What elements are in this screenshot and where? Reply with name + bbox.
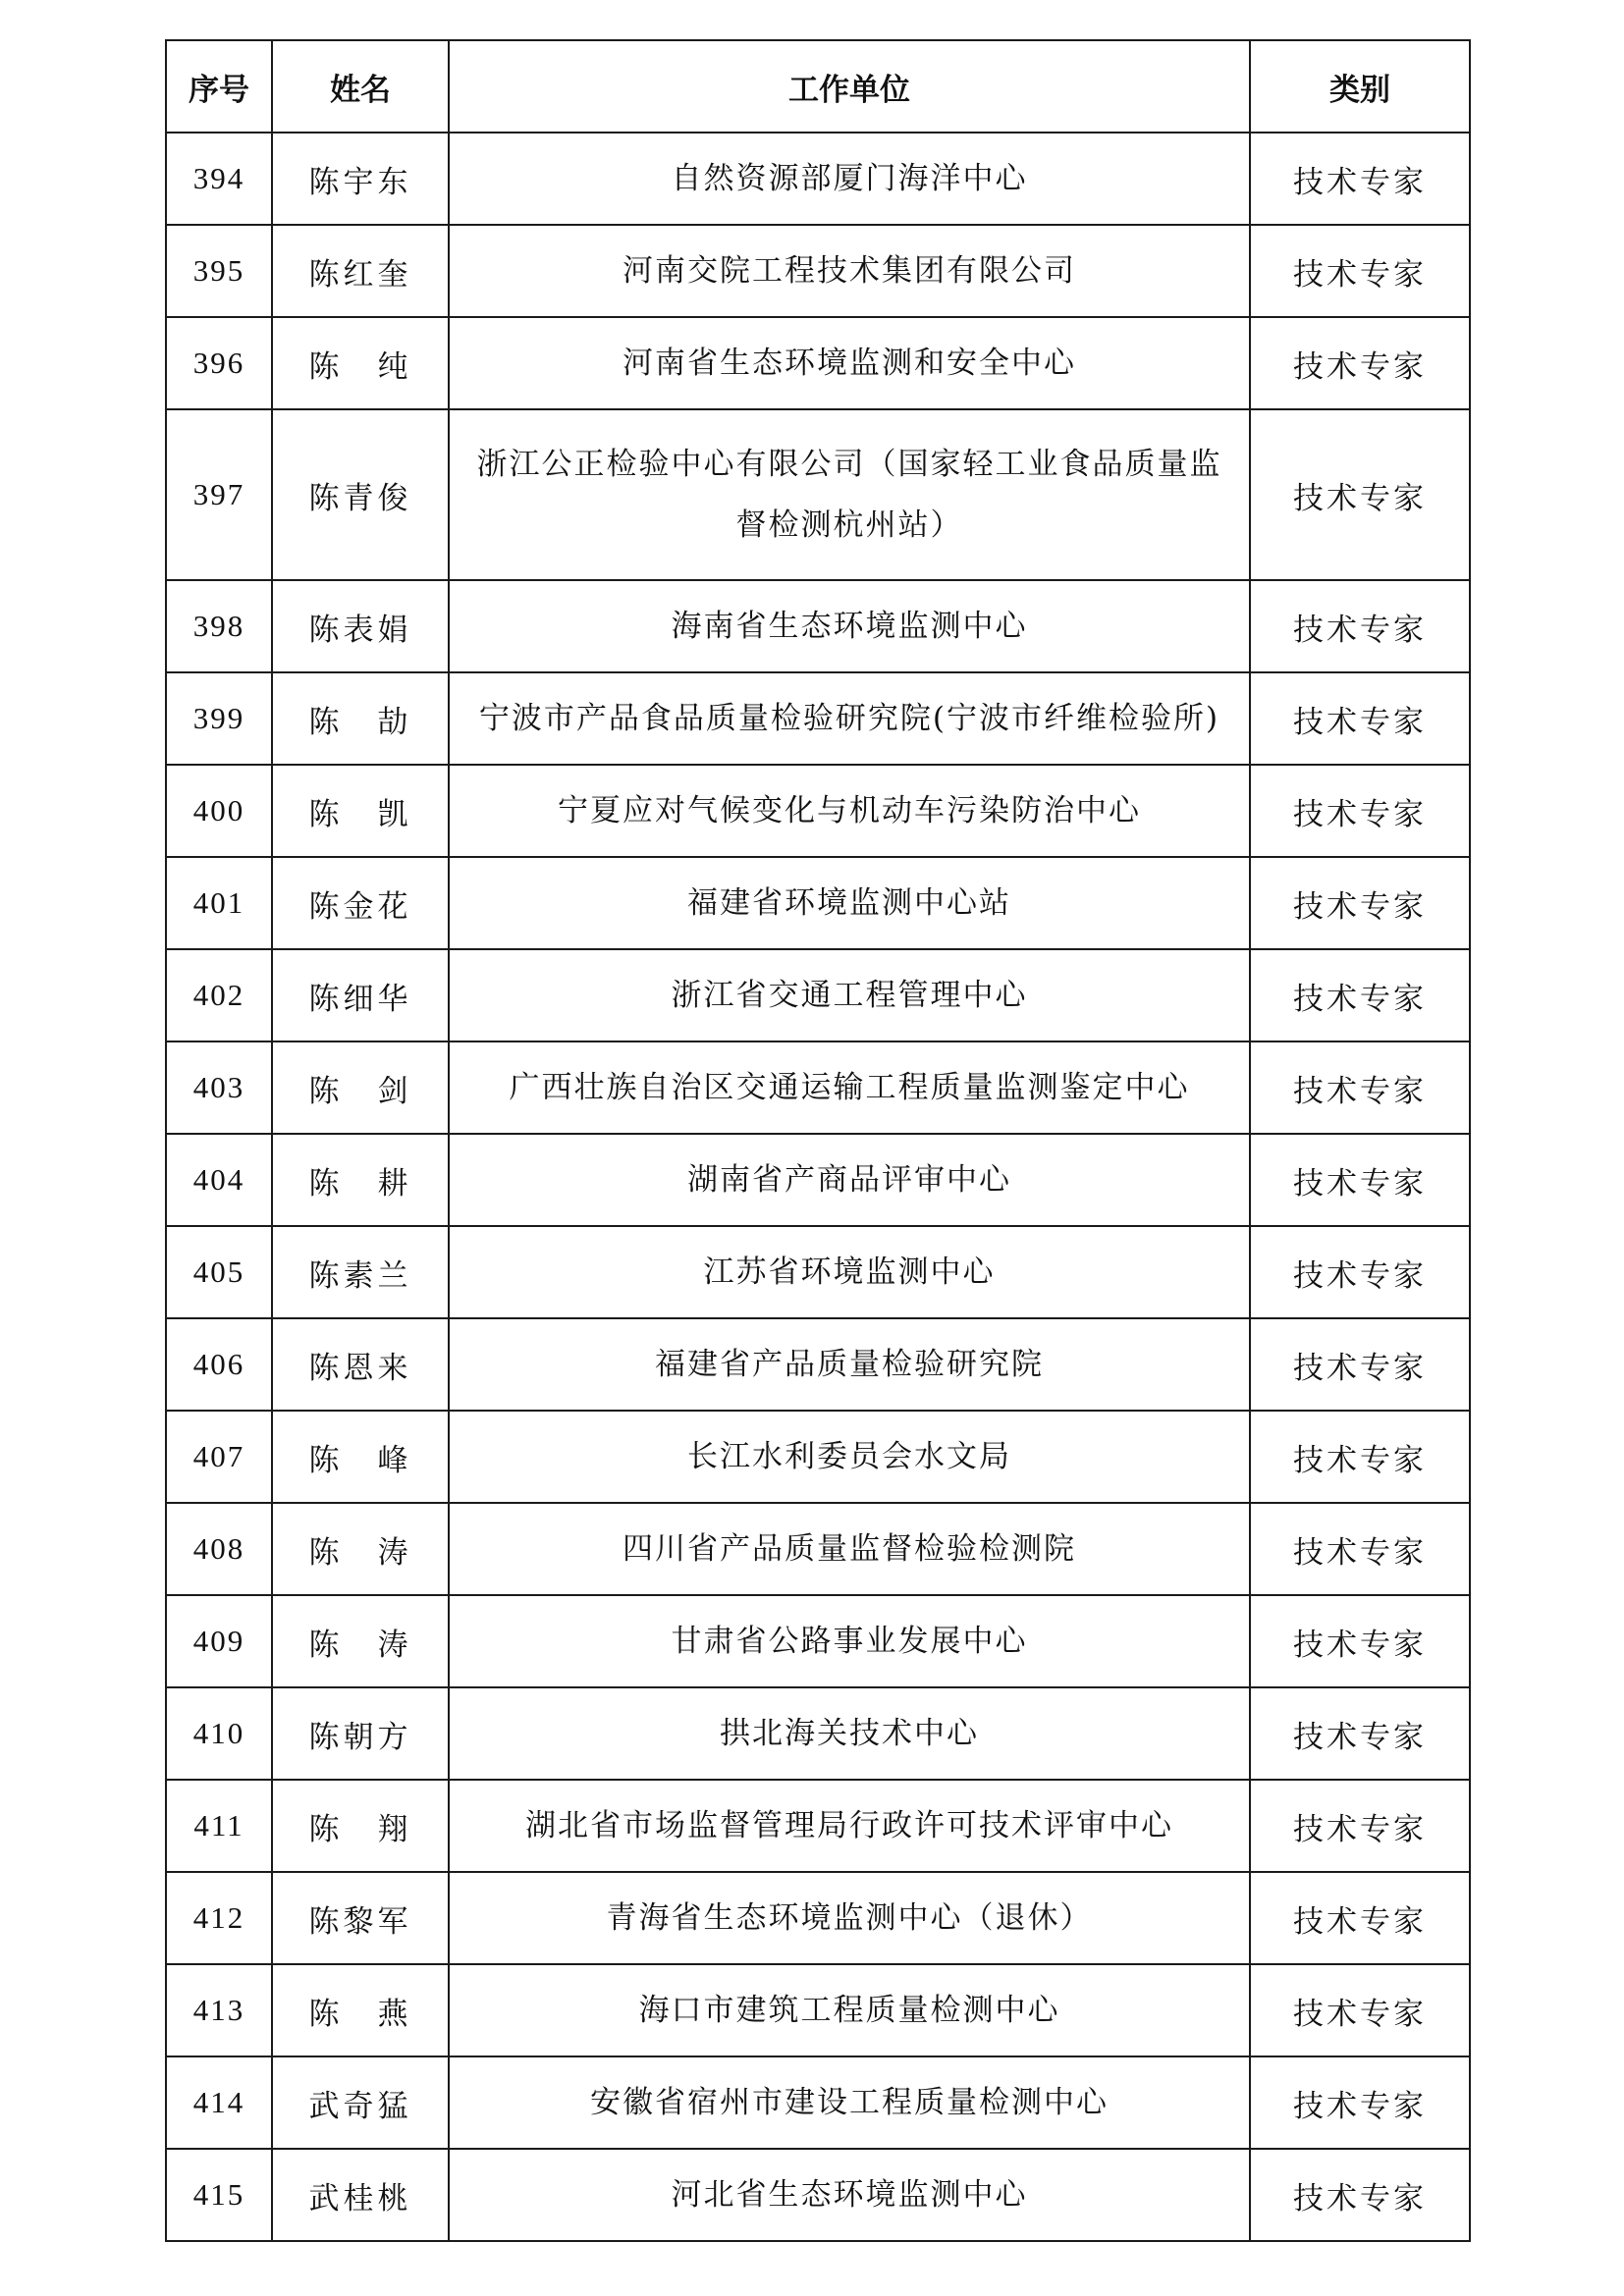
table-row	[166, 765, 1470, 857]
cell-name	[272, 1595, 449, 1687]
table-row	[166, 672, 1470, 765]
table-row	[166, 1780, 1470, 1872]
header-no: 序号	[166, 40, 272, 133]
cell-category	[1250, 1595, 1470, 1687]
cell-no: 397	[166, 409, 272, 580]
cell-org	[449, 580, 1250, 672]
org-text: 浙江省交通工程管理中心	[671, 978, 1028, 1013]
category-text: 技术专家	[1293, 1442, 1427, 1478]
cell-org	[449, 1226, 1250, 1318]
category-text: 技术专家	[1293, 704, 1427, 740]
table-row	[166, 225, 1470, 317]
cell-org	[449, 225, 1250, 317]
cell-category	[1250, 580, 1470, 672]
category-text: 技术专家	[1293, 2180, 1427, 2216]
org-text: 浙江公正检验中心有限公司（国家轻工业食品质量监督检测杭州站）	[476, 447, 1222, 543]
cell-name	[272, 2056, 449, 2149]
cell-name	[272, 1872, 449, 1964]
name-text: 陈表娟	[308, 612, 412, 648]
org-text: 广西壮族自治区交通运输工程质量监测鉴定中心	[509, 1070, 1190, 1105]
cell-category	[1250, 1318, 1470, 1411]
category-text: 技术专家	[1293, 1811, 1427, 1847]
category-text: 技术专家	[1293, 1165, 1427, 1201]
cell-org	[449, 1595, 1250, 1687]
category-text: 技术专家	[1293, 1996, 1427, 2032]
cell-name	[272, 225, 449, 317]
cell-org	[449, 1041, 1250, 1134]
name-text: 陈 剑	[308, 1073, 412, 1109]
org-text: 河南交院工程技术集团有限公司	[623, 253, 1076, 289]
cell-org	[449, 949, 1250, 1041]
table-row	[166, 1503, 1470, 1595]
cell-name	[272, 1780, 449, 1872]
cell-org	[449, 1872, 1250, 1964]
cell-name	[272, 133, 449, 225]
cell-no: 406	[166, 1318, 272, 1411]
category-text: 技术专家	[1293, 1073, 1427, 1109]
name-text: 陈 劼	[308, 704, 412, 740]
table-row	[166, 1041, 1470, 1134]
cell-name	[272, 2149, 449, 2241]
table-row	[166, 1964, 1470, 2056]
name-text: 武桂桃	[308, 2180, 412, 2216]
category-text: 技术专家	[1293, 1719, 1427, 1755]
org-text: 福建省产品质量检验研究院	[655, 1347, 1044, 1382]
table-row	[166, 1318, 1470, 1411]
table-row	[166, 949, 1470, 1041]
cell-category	[1250, 1226, 1470, 1318]
category-text: 技术专家	[1293, 164, 1427, 200]
org-text: 宁夏应对气候变化与机动车污染防治中心	[558, 793, 1141, 828]
cell-name	[272, 317, 449, 409]
cell-no: 410	[166, 1687, 272, 1780]
org-text: 江苏省环境监测中心	[703, 1255, 996, 1290]
name-text: 陈红奎	[308, 256, 412, 293]
name-text: 陈青俊	[308, 480, 412, 516]
cell-org	[449, 1318, 1250, 1411]
cell-category	[1250, 1872, 1470, 1964]
category-text: 技术专家	[1293, 888, 1427, 925]
cell-org	[449, 409, 1250, 580]
org-text: 海口市建筑工程质量检测中心	[638, 1993, 1060, 2028]
name-text: 陈 翔	[308, 1811, 412, 1847]
cell-org	[449, 1411, 1250, 1503]
name-text: 武奇猛	[308, 2088, 412, 2124]
cell-category	[1250, 1687, 1470, 1780]
cell-category	[1250, 1780, 1470, 1872]
cell-no: 403	[166, 1041, 272, 1134]
category-text: 技术专家	[1293, 796, 1427, 832]
cell-no: 394	[166, 133, 272, 225]
category-text: 技术专家	[1293, 348, 1427, 385]
cell-org	[449, 2056, 1250, 2149]
cell-no: 412	[166, 1872, 272, 1964]
cell-no: 414	[166, 2056, 272, 2149]
header-org: 工作单位	[449, 40, 1250, 133]
org-text: 青海省生态环境监测中心（退休）	[606, 1900, 1093, 1936]
cell-name	[272, 1411, 449, 1503]
cell-name	[272, 1041, 449, 1134]
cell-org	[449, 765, 1250, 857]
name-text: 陈 耕	[308, 1165, 412, 1201]
cell-name	[272, 857, 449, 949]
name-text: 陈宇东	[308, 164, 412, 200]
cell-category	[1250, 1964, 1470, 2056]
name-text: 陈黎军	[308, 1903, 412, 1940]
category-text: 技术专家	[1293, 1257, 1427, 1294]
cell-category	[1250, 949, 1470, 1041]
cell-category	[1250, 1411, 1470, 1503]
cell-no: 399	[166, 672, 272, 765]
org-text: 甘肃省公路事业发展中心	[671, 1624, 1028, 1659]
cell-no: 396	[166, 317, 272, 409]
cell-category	[1250, 765, 1470, 857]
cell-name	[272, 1134, 449, 1226]
cell-category	[1250, 672, 1470, 765]
cell-org	[449, 317, 1250, 409]
name-text: 陈 峰	[308, 1442, 412, 1478]
name-text: 陈 凯	[308, 796, 412, 832]
org-text: 湖南省产商品评审中心	[687, 1162, 1011, 1198]
table-body	[166, 133, 1470, 2241]
cell-org	[449, 1964, 1250, 2056]
cell-name	[272, 1226, 449, 1318]
name-text: 陈恩来	[308, 1350, 412, 1386]
cell-no: 407	[166, 1411, 272, 1503]
cell-org	[449, 1780, 1250, 1872]
cell-org	[449, 1134, 1250, 1226]
table-row	[166, 1226, 1470, 1318]
cell-no: 409	[166, 1595, 272, 1687]
cell-org	[449, 2149, 1250, 2241]
name-text: 陈 涛	[308, 1534, 412, 1571]
header-name: 姓名	[272, 40, 449, 133]
cell-category	[1250, 409, 1470, 580]
cell-category	[1250, 2149, 1470, 2241]
cell-name	[272, 409, 449, 580]
table-row	[166, 1872, 1470, 1964]
org-text: 河北省生态环境监测中心	[671, 2177, 1028, 2213]
org-text: 安徽省宿州市建设工程质量检测中心	[590, 2085, 1109, 2120]
cell-no: 402	[166, 949, 272, 1041]
cell-name	[272, 580, 449, 672]
table-row	[166, 580, 1470, 672]
category-text: 技术专家	[1293, 1903, 1427, 1940]
table-header	[166, 40, 1470, 133]
cell-category	[1250, 1134, 1470, 1226]
table-row	[166, 1411, 1470, 1503]
name-text: 陈素兰	[308, 1257, 412, 1294]
org-text: 拱北海关技术中心	[720, 1716, 979, 1751]
category-text: 技术专家	[1293, 981, 1427, 1017]
category-text: 技术专家	[1293, 1350, 1427, 1386]
cell-no: 404	[166, 1134, 272, 1226]
table-row	[166, 857, 1470, 949]
cell-category	[1250, 2056, 1470, 2149]
cell-category	[1250, 1503, 1470, 1595]
name-text: 陈 纯	[308, 348, 412, 385]
cell-name	[272, 672, 449, 765]
cell-no: 405	[166, 1226, 272, 1318]
org-text: 自然资源部厦门海洋中心	[671, 161, 1028, 196]
cell-category	[1250, 857, 1470, 949]
cell-category	[1250, 317, 1470, 409]
table-row	[166, 409, 1470, 580]
name-text: 陈朝方	[308, 1719, 412, 1755]
category-text: 技术专家	[1293, 2088, 1427, 2124]
cell-org	[449, 1687, 1250, 1780]
name-text: 陈金花	[308, 888, 412, 925]
table-row	[166, 1134, 1470, 1226]
org-text: 四川省产品质量监督检验检测院	[623, 1531, 1076, 1567]
table-row	[166, 133, 1470, 225]
cell-no: 398	[166, 580, 272, 672]
cell-name	[272, 949, 449, 1041]
name-text: 陈 涛	[308, 1627, 412, 1663]
cell-name	[272, 1318, 449, 1411]
cell-category	[1250, 1041, 1470, 1134]
org-text: 湖北省市场监督管理局行政许可技术评审中心	[525, 1808, 1173, 1843]
cell-no: 400	[166, 765, 272, 857]
cell-category	[1250, 225, 1470, 317]
cell-name	[272, 765, 449, 857]
org-text: 海南省生态环境监测中心	[671, 609, 1028, 644]
category-text: 技术专家	[1293, 480, 1427, 516]
cell-name	[272, 1503, 449, 1595]
cell-no: 411	[166, 1780, 272, 1872]
cell-org	[449, 1503, 1250, 1595]
category-text: 技术专家	[1293, 612, 1427, 648]
cell-org	[449, 133, 1250, 225]
cell-org	[449, 857, 1250, 949]
cell-no: 415	[166, 2149, 272, 2241]
cell-no: 413	[166, 1964, 272, 2056]
table-row	[166, 2056, 1470, 2149]
name-text: 陈细华	[308, 981, 412, 1017]
table-row	[166, 1595, 1470, 1687]
cell-no: 408	[166, 1503, 272, 1595]
org-text: 宁波市产品食品质量检验研究院(宁波市纤维检验所)	[478, 701, 1220, 736]
org-text: 河南省生态环境监测和安全中心	[623, 346, 1076, 381]
expert-roster-table	[165, 39, 1471, 2242]
cell-name	[272, 1964, 449, 2056]
cell-no: 401	[166, 857, 272, 949]
table-row	[166, 2149, 1470, 2241]
category-text: 技术专家	[1293, 256, 1427, 293]
header-category: 类别	[1250, 40, 1470, 133]
header-row	[166, 40, 1470, 133]
cell-category	[1250, 133, 1470, 225]
cell-name	[272, 1687, 449, 1780]
org-text: 长江水利委员会水文局	[687, 1439, 1011, 1474]
cell-no: 395	[166, 225, 272, 317]
table-row	[166, 317, 1470, 409]
category-text: 技术专家	[1293, 1534, 1427, 1571]
org-text: 福建省环境监测中心站	[687, 885, 1011, 921]
category-text: 技术专家	[1293, 1627, 1427, 1663]
table-row	[166, 1687, 1470, 1780]
name-text: 陈 燕	[308, 1996, 412, 2032]
cell-org	[449, 672, 1250, 765]
